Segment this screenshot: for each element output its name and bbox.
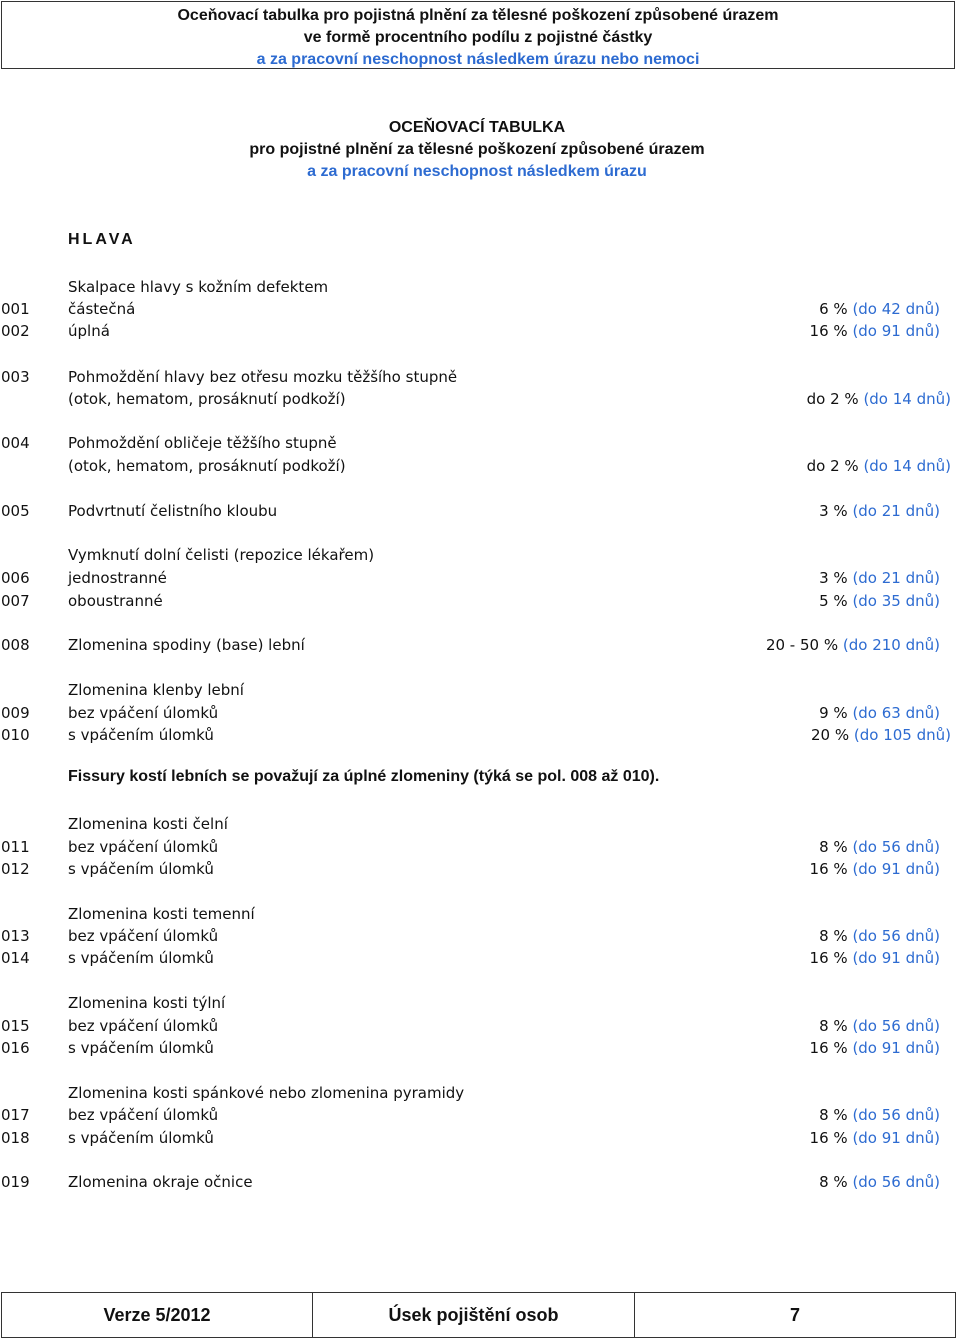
item-code: 011 <box>1 838 30 856</box>
table-row <box>0 813 960 835</box>
item-label: bez vpáčení úlomků <box>68 1017 219 1035</box>
table-row <box>0 724 960 746</box>
item-value <box>810 1037 940 1059</box>
footer-department: Úsek pojištění osob <box>313 1293 635 1337</box>
item-days: (do 91 dnů) <box>852 860 940 878</box>
page-footer <box>1 1292 956 1338</box>
item-code: 012 <box>1 860 30 878</box>
item-percentage: 3 % <box>819 569 848 587</box>
item-label: Zlomenina klenby lební <box>68 681 244 699</box>
item-value <box>810 1127 940 1149</box>
header-line-3: a za pracovní neschopnost následkem úrazu nebo nemoci <box>256 51 700 68</box>
item-percentage: 16 % <box>809 1129 848 1147</box>
item-days: (do 21 dnů) <box>852 569 940 587</box>
item-label: úplná <box>68 322 110 340</box>
table-row <box>0 1015 960 1037</box>
item-value <box>819 567 940 589</box>
item-label: Zlomenina kosti čelní <box>68 815 228 833</box>
item-label: s vpáčením úlomků <box>68 726 214 744</box>
fissure-note: Fissury kostí lebních se považují za úplné zlomeniny (týká se pol. 008 až 010). <box>68 768 660 785</box>
item-percentage: 8 % <box>819 1017 848 1035</box>
item-percentage: 6 % <box>819 300 848 318</box>
item-days: (do 21 dnů) <box>852 502 940 520</box>
item-value <box>819 1015 940 1037</box>
item-label: oboustranné <box>68 592 163 610</box>
item-percentage: 16 % <box>809 322 848 340</box>
item-code: 019 <box>1 1173 30 1191</box>
item-days: (do 63 dnů) <box>852 704 940 722</box>
item-days: (do 14 dnů) <box>863 390 951 408</box>
table-row <box>0 590 960 612</box>
item-days: (do 56 dnů) <box>852 1017 940 1035</box>
table-row <box>0 679 960 701</box>
item-value <box>819 1171 940 1193</box>
item-code: 010 <box>1 726 30 744</box>
item-days: (do 105 dnů) <box>853 726 951 744</box>
item-code: 014 <box>1 949 30 967</box>
item-percentage: do 2 % <box>806 390 859 408</box>
header-line-1: Oceňovací tabulka pro pojistná plnění za tělesné poškození způsobené úrazem <box>177 7 779 24</box>
header-line-2: ve formě procentního podílu z pojistné částky <box>303 29 653 46</box>
item-value <box>819 1104 940 1126</box>
item-label: Vymknutí dolní čelisti (repozice lékařem) <box>68 546 375 564</box>
item-code: 013 <box>1 927 30 945</box>
item-label: Podvrtnutí čelistního kloubu <box>68 502 278 520</box>
item-days: (do 42 dnů) <box>852 300 940 318</box>
item-label: Pohmoždění hlavy bez otřesu mozku těžšího stupně <box>68 368 458 386</box>
table-title <box>0 117 954 183</box>
item-label: Zlomenina kosti spánkové nebo zlomenina pyramidy <box>68 1084 465 1102</box>
item-percentage: 8 % <box>819 1173 848 1191</box>
table-row <box>0 455 960 477</box>
item-days: (do 56 dnů) <box>852 1173 940 1191</box>
item-percentage: 20 % <box>811 726 850 744</box>
footer-version: Verze 5/2012 <box>2 1293 313 1337</box>
item-label: Zlomenina kosti temenní <box>68 905 255 923</box>
item-label: (otok, hematom, prosáknutí podkoží) <box>68 390 346 408</box>
item-days: (do 14 dnů) <box>863 457 951 475</box>
item-label: jednostranné <box>68 569 167 587</box>
title-line-1: OCEŇOVACÍ TABULKA <box>388 119 566 136</box>
item-value <box>810 947 940 969</box>
item-code: 018 <box>1 1129 30 1147</box>
item-percentage: 16 % <box>809 949 848 967</box>
item-percentage: 16 % <box>809 860 848 878</box>
item-code: 009 <box>1 704 30 722</box>
item-code: 016 <box>1 1039 30 1057</box>
item-value <box>819 925 940 947</box>
table-row <box>0 567 960 589</box>
title-line-3: a za pracovní neschopnost následkem úrazu <box>307 163 647 180</box>
item-code: 002 <box>1 322 30 340</box>
item-label: částečná <box>68 300 136 318</box>
item-value <box>766 634 940 656</box>
item-percentage: 16 % <box>809 1039 848 1057</box>
table-row <box>0 925 960 947</box>
footer-page-number: 7 <box>789 1304 800 1325</box>
item-value <box>819 702 940 724</box>
item-percentage: 8 % <box>819 1106 848 1124</box>
item-days: (do 91 dnů) <box>852 322 940 340</box>
item-days: (do 210 dnů) <box>842 636 940 654</box>
table-row <box>0 1082 960 1104</box>
item-label: (otok, hematom, prosáknutí podkoží) <box>68 457 346 475</box>
item-code: 005 <box>1 502 30 520</box>
table-row <box>0 858 960 880</box>
item-days: (do 91 dnů) <box>852 949 940 967</box>
table-row <box>0 544 960 566</box>
item-value <box>819 590 940 612</box>
table-row <box>0 836 960 858</box>
table-row <box>0 903 960 925</box>
item-label: Zlomenina okraje očnice <box>68 1173 253 1191</box>
item-code: 003 <box>1 368 30 386</box>
item-days: (do 56 dnů) <box>852 838 940 856</box>
item-label: Zlomenina kosti týlní <box>68 994 226 1012</box>
table-row <box>0 634 960 656</box>
item-label: bez vpáčení úlomků <box>68 704 219 722</box>
item-code: 004 <box>1 434 30 452</box>
item-code: 006 <box>1 569 30 587</box>
item-label: Pohmoždění obličeje těžšího stupně <box>68 434 337 452</box>
item-days: (do 35 dnů) <box>852 592 940 610</box>
table-row <box>0 702 960 724</box>
table-row <box>0 1171 960 1193</box>
table-row <box>0 1127 960 1149</box>
item-value <box>807 388 951 410</box>
item-value <box>807 455 951 477</box>
title-line-2: pro pojistné plnění za tělesné poškození způsobené úrazem <box>249 141 705 158</box>
item-label: bez vpáčení úlomků <box>68 927 219 945</box>
table-row <box>0 276 960 298</box>
item-label: s vpáčením úlomků <box>68 1129 214 1147</box>
table-row <box>0 298 960 320</box>
item-percentage: do 2 % <box>806 457 859 475</box>
table-row <box>0 1104 960 1126</box>
table-row <box>0 1037 960 1059</box>
table-row <box>0 366 960 388</box>
item-label: s vpáčením úlomků <box>68 1039 214 1057</box>
table-row <box>0 500 960 522</box>
item-label: s vpáčením úlomků <box>68 949 214 967</box>
item-label: bez vpáčení úlomků <box>68 838 219 856</box>
table-row <box>0 388 960 410</box>
item-value <box>819 836 940 858</box>
item-percentage: 8 % <box>819 927 848 945</box>
item-code: 001 <box>1 300 30 318</box>
item-label: Skalpace hlavy s kožním defektem <box>68 278 329 296</box>
item-value <box>810 320 940 342</box>
item-code: 015 <box>1 1017 30 1035</box>
item-label: Zlomenina spodiny (base) lební <box>68 636 305 654</box>
item-days: (do 56 dnů) <box>852 1106 940 1124</box>
item-code: 017 <box>1 1106 30 1124</box>
section-heading: HLAVA <box>68 231 136 248</box>
table-row <box>0 992 960 1014</box>
document-header <box>1 1 955 69</box>
table-row <box>0 432 960 454</box>
item-value <box>810 858 940 880</box>
item-value <box>819 298 940 320</box>
table-row <box>0 320 960 342</box>
item-code: 007 <box>1 592 30 610</box>
item-value <box>811 724 951 746</box>
item-percentage: 8 % <box>819 838 848 856</box>
table-row <box>0 947 960 969</box>
item-label: bez vpáčení úlomků <box>68 1106 219 1124</box>
item-percentage: 9 % <box>819 704 848 722</box>
item-code: 008 <box>1 636 30 654</box>
item-label: s vpáčením úlomků <box>68 860 214 878</box>
item-value <box>819 500 940 522</box>
item-percentage: 20 - 50 % <box>765 636 839 654</box>
item-percentage: 3 % <box>819 502 848 520</box>
item-days: (do 91 dnů) <box>852 1129 940 1147</box>
item-days: (do 91 dnů) <box>852 1039 940 1057</box>
item-days: (do 56 dnů) <box>852 927 940 945</box>
item-percentage: 5 % <box>819 592 848 610</box>
